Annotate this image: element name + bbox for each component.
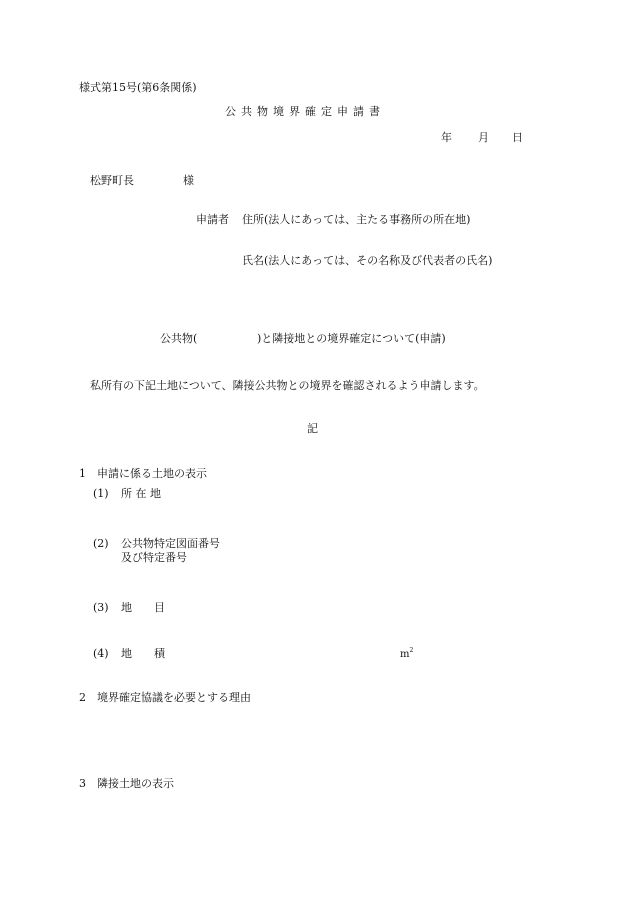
item-4-label: 地 積 [121,647,165,660]
section-1-heading: 1 申請に係る土地の表示 [79,467,207,480]
item-1-number: (1) [93,487,109,500]
form-title: 公共物境界確定申請書 [225,105,385,118]
item-2-label: 公共物特定図面番号 [121,537,220,550]
addressee-name: 松野町長 [90,174,134,187]
item-3-label: 地 目 [121,601,165,614]
section-2-heading: 2 境界確定協議を必要とする理由 [79,691,251,704]
applicant-address-label: 住所(法人にあっては、主たる事務所の所在地) [242,213,471,226]
item-2-number: (2) [93,537,109,550]
date-month: 月 [478,131,489,144]
date-year: 年 [441,131,452,144]
form-number: 様式第15号(第6条関係) [79,81,197,94]
date-day: 日 [512,131,523,144]
applicant-label: 申請者 [196,213,229,226]
applicant-name-label: 氏名(法人にあっては、その名称及び代表者の氏名) [242,254,493,267]
body-text: 私所有の下記土地について、隣接公共物との境界を確認されるよう申請します。 [90,379,485,392]
section-3-heading: 3 隣接土地の表示 [79,777,174,790]
item-4-number: (4) [93,647,109,660]
item-2-label-line2: 及び特定番号 [121,551,187,564]
addressee-honorific: 様 [183,174,194,187]
subject-suffix: )と隣接地との境界確定について(申請) [257,332,446,345]
area-unit: $m^2$ [400,647,414,660]
item-3-number: (3) [93,601,109,614]
ki-marker: 記 [307,422,318,435]
subject-prefix: 公共物( [160,332,198,345]
item-1-label: 所 在 地 [121,487,161,500]
